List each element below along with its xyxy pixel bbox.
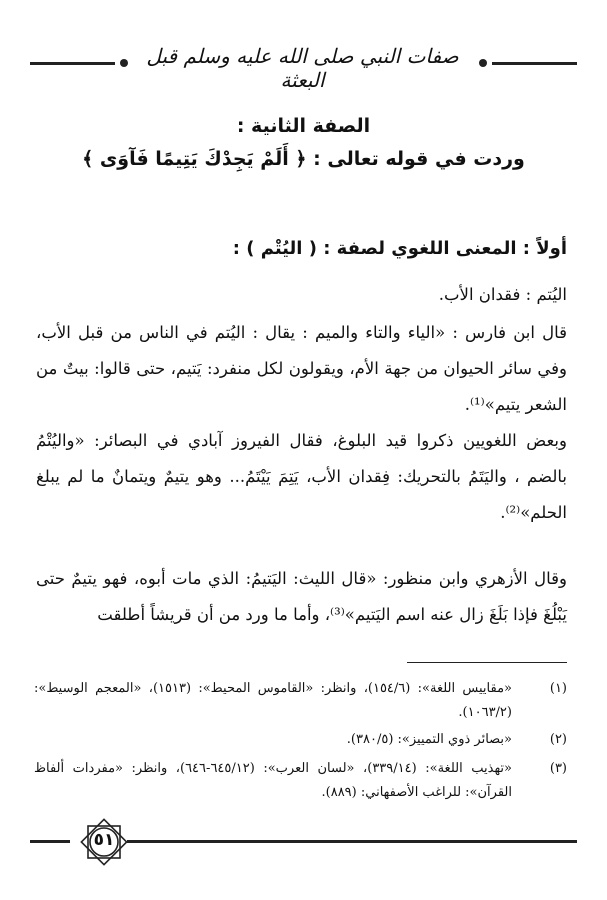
footer-rule-right: [127, 840, 577, 843]
paragraph: قال ابن فارس : «الياء والتاء والميم : يقال : اليُتم في الناس من قبل الأب، وفي سائر الحيوان من جهة الأم، ويقولون لكل منفرد: يَتيم، حتى قالوا: بيتٌ من الشعر يتيم»⁽¹⁾.: [36, 323, 567, 414]
header-title: صفات النبي صلى الله عليه وسلم قبل البعثة: [146, 44, 459, 92]
page-number: ٥١: [93, 830, 115, 850]
section-title: الصفة الثانية :: [236, 115, 371, 137]
header-rule-right: [492, 62, 577, 65]
header-ornament: [479, 59, 487, 67]
footnote-number: (٣): [549, 761, 567, 776]
subsection-title: أولاً : المعنى اللغوي لصفة : ( اليُتْم ) :: [232, 238, 567, 259]
footnote-number: (٢): [549, 732, 567, 747]
running-header: [30, 40, 577, 92]
footnote-number: (١): [549, 681, 567, 696]
paragraph: وقال الأزهري وابن منظور: «قال الليث: اليَتيمُ: الذي مات أبوه، فهو يتيمٌ حتى يَبْلُغَ فإذا بَلَغَ زال عنه اسم اليَتيم»⁽³⁾، وأما ما ورد من أن قريشاً أطلقت: [36, 569, 567, 624]
header-rule-left: [30, 62, 115, 65]
verse-intro: وردت في قوله تعالى : ﴿ أَلَمْ يَجِدْكَ يَتِيمًا فَآوَى ﴾: [82, 148, 525, 170]
footnote-text: «تهذيب اللغة»: (٣٣٩/١٤)، «لسان العرب»: (٦٤٥/١٢-٦٤٦)، وانظر: «مفردات ألفاظ القرآن»: للراغب الأصفهاني: (٨٨٩).: [34, 761, 513, 800]
footnote-text: «مقاييس اللغة»: (١٥٤/٦)، وانظر: «القاموس المحيط»: (١٥١٣)، «المعجم الوسيط»: (١٠٦٣/٢).: [34, 681, 512, 720]
footnote: [34, 757, 567, 805]
footnote-separator: [407, 662, 567, 663]
header-ornament: [120, 59, 128, 67]
page-footer: [30, 812, 577, 872]
footnote: [34, 677, 567, 725]
footnote-text: «بصائر ذوي التمييز»: (٣٨٠/٥).: [346, 732, 512, 747]
footer-rule-left: [30, 840, 70, 843]
paragraph: وبعض اللغويين ذكروا قيد البلوغ، فقال الفيروز آبادي في البصائر: «واليُتْمُ بالضم ، واليَتَمُ بالتحريك: فِقدان الأب، يَتِمَ يَيْتَمُ... وهو يتيمٌ ويتمانٌ ما لم يبلغ الحلم»⁽²⁾.: [36, 431, 567, 522]
footnote: [34, 728, 567, 752]
paragraph: اليُتم : فقدان الأب.: [438, 285, 567, 304]
